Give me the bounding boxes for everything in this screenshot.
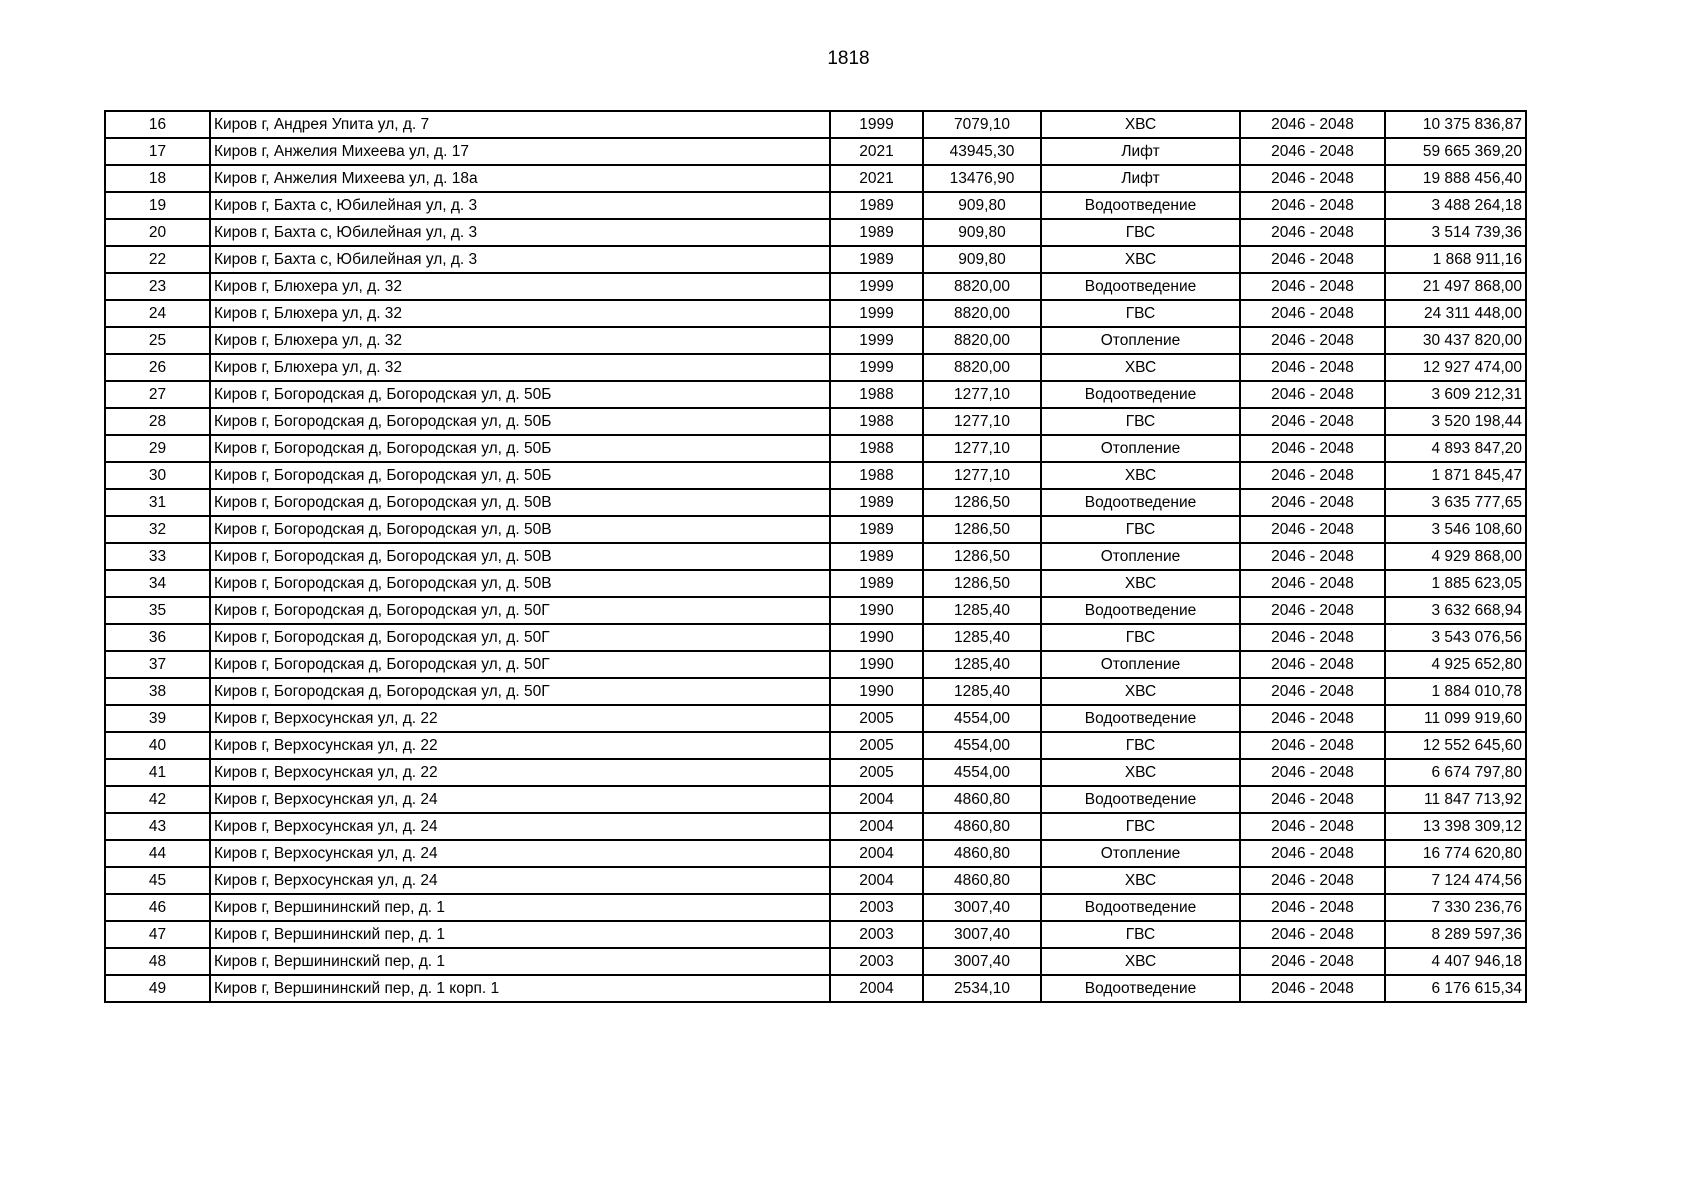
work-type-cell: ГВС	[1041, 516, 1240, 543]
cost-cell: 13 398 309,12	[1385, 813, 1526, 840]
table-row	[105, 192, 1526, 219]
table-row	[105, 273, 1526, 300]
row-number-cell: 34	[105, 570, 210, 597]
address-cell: Киров г, Богородская д, Богородская ул, д. 50В	[210, 489, 830, 516]
period-cell: 2046 - 2048	[1240, 894, 1385, 921]
cost-cell: 1 871 845,47	[1385, 462, 1526, 489]
period-cell: 2046 - 2048	[1240, 354, 1385, 381]
period-cell: 2046 - 2048	[1240, 111, 1385, 138]
table-row	[105, 813, 1526, 840]
work-type-cell: Водоотведение	[1041, 192, 1240, 219]
work-type-cell: Водоотведение	[1041, 597, 1240, 624]
year-cell: 2004	[830, 786, 923, 813]
year-cell: 1989	[830, 219, 923, 246]
work-type-cell: Водоотведение	[1041, 273, 1240, 300]
row-number-cell: 29	[105, 435, 210, 462]
period-cell: 2046 - 2048	[1240, 300, 1385, 327]
table-row	[105, 300, 1526, 327]
area-cell: 4860,80	[923, 786, 1041, 813]
year-cell: 2003	[830, 921, 923, 948]
row-number-cell: 16	[105, 111, 210, 138]
cost-cell: 7 124 474,56	[1385, 867, 1526, 894]
work-type-cell: ХВС	[1041, 759, 1240, 786]
row-number-cell: 42	[105, 786, 210, 813]
table-row	[105, 651, 1526, 678]
table-row	[105, 327, 1526, 354]
row-number-cell: 41	[105, 759, 210, 786]
area-cell: 909,80	[923, 246, 1041, 273]
period-cell: 2046 - 2048	[1240, 327, 1385, 354]
work-type-cell: ХВС	[1041, 678, 1240, 705]
cost-cell: 4 925 652,80	[1385, 651, 1526, 678]
area-cell: 909,80	[923, 219, 1041, 246]
address-cell: Киров г, Вершининский пер, д. 1 корп. 1	[210, 975, 830, 1002]
address-cell: Киров г, Вершининский пер, д. 1	[210, 948, 830, 975]
period-cell: 2046 - 2048	[1240, 597, 1385, 624]
period-cell: 2046 - 2048	[1240, 975, 1385, 1002]
area-cell: 8820,00	[923, 273, 1041, 300]
area-cell: 1277,10	[923, 435, 1041, 462]
area-cell: 1277,10	[923, 381, 1041, 408]
work-type-cell: ГВС	[1041, 921, 1240, 948]
address-cell: Киров г, Блюхера ул, д. 32	[210, 300, 830, 327]
cost-cell: 24 311 448,00	[1385, 300, 1526, 327]
row-number-cell: 39	[105, 705, 210, 732]
row-number-cell: 47	[105, 921, 210, 948]
year-cell: 1988	[830, 408, 923, 435]
work-type-cell: ХВС	[1041, 462, 1240, 489]
row-number-cell: 35	[105, 597, 210, 624]
area-cell: 1277,10	[923, 408, 1041, 435]
period-cell: 2046 - 2048	[1240, 678, 1385, 705]
period-cell: 2046 - 2048	[1240, 543, 1385, 570]
cost-cell: 6 176 615,34	[1385, 975, 1526, 1002]
row-number-cell: 22	[105, 246, 210, 273]
year-cell: 1999	[830, 327, 923, 354]
cost-cell: 11 099 919,60	[1385, 705, 1526, 732]
period-cell: 2046 - 2048	[1240, 651, 1385, 678]
cost-cell: 12 552 645,60	[1385, 732, 1526, 759]
table-row	[105, 489, 1526, 516]
table-row	[105, 705, 1526, 732]
table-row	[105, 786, 1526, 813]
year-cell: 1988	[830, 462, 923, 489]
area-cell: 1286,50	[923, 570, 1041, 597]
table-row	[105, 516, 1526, 543]
area-cell: 4554,00	[923, 705, 1041, 732]
cost-cell: 6 674 797,80	[1385, 759, 1526, 786]
area-cell: 1286,50	[923, 516, 1041, 543]
area-cell: 7079,10	[923, 111, 1041, 138]
period-cell: 2046 - 2048	[1240, 192, 1385, 219]
period-cell: 2046 - 2048	[1240, 246, 1385, 273]
work-type-cell: ХВС	[1041, 246, 1240, 273]
cost-cell: 10 375 836,87	[1385, 111, 1526, 138]
address-cell: Киров г, Богородская д, Богородская ул, д. 50В	[210, 516, 830, 543]
cost-cell: 12 927 474,00	[1385, 354, 1526, 381]
work-type-cell: Отопление	[1041, 327, 1240, 354]
cost-cell: 16 774 620,80	[1385, 840, 1526, 867]
cost-cell: 30 437 820,00	[1385, 327, 1526, 354]
cost-cell: 19 888 456,40	[1385, 165, 1526, 192]
table-row	[105, 975, 1526, 1002]
table-row	[105, 408, 1526, 435]
period-cell: 2046 - 2048	[1240, 381, 1385, 408]
cost-cell: 1 868 911,16	[1385, 246, 1526, 273]
address-cell: Киров г, Вершининский пер, д. 1	[210, 894, 830, 921]
work-type-cell: ГВС	[1041, 408, 1240, 435]
area-cell: 1286,50	[923, 543, 1041, 570]
row-number-cell: 23	[105, 273, 210, 300]
period-cell: 2046 - 2048	[1240, 489, 1385, 516]
year-cell: 1989	[830, 246, 923, 273]
work-type-cell: ХВС	[1041, 111, 1240, 138]
address-cell: Киров г, Вершининский пер, д. 1	[210, 921, 830, 948]
year-cell: 1988	[830, 381, 923, 408]
year-cell: 1999	[830, 111, 923, 138]
cost-cell: 4 407 946,18	[1385, 948, 1526, 975]
area-cell: 1286,50	[923, 489, 1041, 516]
page-number: 1818	[827, 48, 870, 69]
table-row	[105, 732, 1526, 759]
year-cell: 1989	[830, 516, 923, 543]
address-cell: Киров г, Верхосунская ул, д. 24	[210, 786, 830, 813]
address-cell: Киров г, Богородская д, Богородская ул, д. 50Б	[210, 435, 830, 462]
row-number-cell: 45	[105, 867, 210, 894]
cost-cell: 11 847 713,92	[1385, 786, 1526, 813]
cost-cell: 1 884 010,78	[1385, 678, 1526, 705]
year-cell: 1990	[830, 597, 923, 624]
address-cell: Киров г, Бахта с, Юбилейная ул, д. 3	[210, 246, 830, 273]
cost-cell: 3 632 668,94	[1385, 597, 1526, 624]
year-cell: 2004	[830, 867, 923, 894]
area-cell: 4860,80	[923, 813, 1041, 840]
address-cell: Киров г, Богородская д, Богородская ул, д. 50Г	[210, 624, 830, 651]
period-cell: 2046 - 2048	[1240, 435, 1385, 462]
work-type-cell: ГВС	[1041, 732, 1240, 759]
row-number-cell: 26	[105, 354, 210, 381]
work-type-cell: ХВС	[1041, 354, 1240, 381]
work-type-cell: Отопление	[1041, 840, 1240, 867]
table-row	[105, 165, 1526, 192]
year-cell: 1989	[830, 192, 923, 219]
work-type-cell: Водоотведение	[1041, 975, 1240, 1002]
address-cell: Киров г, Бахта с, Юбилейная ул, д. 3	[210, 219, 830, 246]
table-row	[105, 597, 1526, 624]
repair-schedule-table	[104, 110, 1527, 1003]
table-row	[105, 111, 1526, 138]
table-row	[105, 624, 1526, 651]
table-row	[105, 867, 1526, 894]
period-cell: 2046 - 2048	[1240, 732, 1385, 759]
row-number-cell: 31	[105, 489, 210, 516]
work-type-cell: Водоотведение	[1041, 786, 1240, 813]
year-cell: 1990	[830, 678, 923, 705]
year-cell: 2003	[830, 948, 923, 975]
work-type-cell: ГВС	[1041, 813, 1240, 840]
address-cell: Киров г, Богородская д, Богородская ул, д. 50Б	[210, 381, 830, 408]
period-cell: 2046 - 2048	[1240, 219, 1385, 246]
area-cell: 4554,00	[923, 732, 1041, 759]
area-cell: 13476,90	[923, 165, 1041, 192]
period-cell: 2046 - 2048	[1240, 840, 1385, 867]
row-number-cell: 38	[105, 678, 210, 705]
row-number-cell: 24	[105, 300, 210, 327]
table-row	[105, 759, 1526, 786]
row-number-cell: 27	[105, 381, 210, 408]
area-cell: 1285,40	[923, 597, 1041, 624]
area-cell: 8820,00	[923, 300, 1041, 327]
table-row	[105, 246, 1526, 273]
table-row	[105, 381, 1526, 408]
period-cell: 2046 - 2048	[1240, 921, 1385, 948]
year-cell: 1989	[830, 489, 923, 516]
year-cell: 2005	[830, 759, 923, 786]
year-cell: 2004	[830, 975, 923, 1002]
row-number-cell: 17	[105, 138, 210, 165]
table-row	[105, 462, 1526, 489]
cost-cell: 3 520 198,44	[1385, 408, 1526, 435]
row-number-cell: 43	[105, 813, 210, 840]
year-cell: 1988	[830, 435, 923, 462]
period-cell: 2046 - 2048	[1240, 570, 1385, 597]
work-type-cell: Лифт	[1041, 138, 1240, 165]
period-cell: 2046 - 2048	[1240, 273, 1385, 300]
row-number-cell: 30	[105, 462, 210, 489]
area-cell: 3007,40	[923, 948, 1041, 975]
row-number-cell: 32	[105, 516, 210, 543]
row-number-cell: 46	[105, 894, 210, 921]
address-cell: Киров г, Верхосунская ул, д. 22	[210, 705, 830, 732]
address-cell: Киров г, Блюхера ул, д. 32	[210, 354, 830, 381]
cost-cell: 21 497 868,00	[1385, 273, 1526, 300]
period-cell: 2046 - 2048	[1240, 408, 1385, 435]
year-cell: 2005	[830, 705, 923, 732]
table-row	[105, 354, 1526, 381]
work-type-cell: Водоотведение	[1041, 489, 1240, 516]
cost-cell: 3 635 777,65	[1385, 489, 1526, 516]
address-cell: Киров г, Верхосунская ул, д. 22	[210, 732, 830, 759]
address-cell: Киров г, Верхосунская ул, д. 24	[210, 840, 830, 867]
work-type-cell: ГВС	[1041, 624, 1240, 651]
period-cell: 2046 - 2048	[1240, 705, 1385, 732]
area-cell: 43945,30	[923, 138, 1041, 165]
cost-cell: 3 546 108,60	[1385, 516, 1526, 543]
area-cell: 8820,00	[923, 327, 1041, 354]
cost-cell: 3 488 264,18	[1385, 192, 1526, 219]
address-cell: Киров г, Богородская д, Богородская ул, д. 50Б	[210, 462, 830, 489]
cost-cell: 8 289 597,36	[1385, 921, 1526, 948]
work-type-cell: Отопление	[1041, 651, 1240, 678]
row-number-cell: 37	[105, 651, 210, 678]
cost-cell: 4 893 847,20	[1385, 435, 1526, 462]
row-number-cell: 25	[105, 327, 210, 354]
address-cell: Киров г, Анжелия Михеева ул, д. 17	[210, 138, 830, 165]
address-cell: Киров г, Богородская д, Богородская ул, д. 50Г	[210, 651, 830, 678]
area-cell: 909,80	[923, 192, 1041, 219]
period-cell: 2046 - 2048	[1240, 516, 1385, 543]
work-type-cell: ХВС	[1041, 570, 1240, 597]
year-cell: 1990	[830, 651, 923, 678]
row-number-cell: 36	[105, 624, 210, 651]
address-cell: Киров г, Анжелия Михеева ул, д. 18а	[210, 165, 830, 192]
cost-cell: 3 543 076,56	[1385, 624, 1526, 651]
period-cell: 2046 - 2048	[1240, 624, 1385, 651]
row-number-cell: 49	[105, 975, 210, 1002]
area-cell: 3007,40	[923, 921, 1041, 948]
year-cell: 1989	[830, 570, 923, 597]
work-type-cell: ХВС	[1041, 948, 1240, 975]
cost-cell: 59 665 369,20	[1385, 138, 1526, 165]
work-type-cell: Водоотведение	[1041, 705, 1240, 732]
address-cell: Киров г, Верхосунская ул, д. 24	[210, 813, 830, 840]
period-cell: 2046 - 2048	[1240, 786, 1385, 813]
table-row	[105, 138, 1526, 165]
work-type-cell: Отопление	[1041, 543, 1240, 570]
cost-cell: 3 514 739,36	[1385, 219, 1526, 246]
area-cell: 4860,80	[923, 840, 1041, 867]
cost-cell: 7 330 236,76	[1385, 894, 1526, 921]
table-row	[105, 219, 1526, 246]
address-cell: Киров г, Бахта с, Юбилейная ул, д. 3	[210, 192, 830, 219]
area-cell: 4860,80	[923, 867, 1041, 894]
row-number-cell: 20	[105, 219, 210, 246]
area-cell: 8820,00	[923, 354, 1041, 381]
year-cell: 1989	[830, 543, 923, 570]
period-cell: 2046 - 2048	[1240, 948, 1385, 975]
area-cell: 3007,40	[923, 894, 1041, 921]
period-cell: 2046 - 2048	[1240, 165, 1385, 192]
row-number-cell: 28	[105, 408, 210, 435]
row-number-cell: 44	[105, 840, 210, 867]
year-cell: 1999	[830, 273, 923, 300]
area-cell: 1285,40	[923, 678, 1041, 705]
table-row	[105, 543, 1526, 570]
work-type-cell: Водоотведение	[1041, 894, 1240, 921]
row-number-cell: 40	[105, 732, 210, 759]
address-cell: Киров г, Богородская д, Богородская ул, д. 50В	[210, 543, 830, 570]
address-cell: Киров г, Блюхера ул, д. 32	[210, 327, 830, 354]
address-cell: Киров г, Верхосунская ул, д. 24	[210, 867, 830, 894]
row-number-cell: 48	[105, 948, 210, 975]
work-type-cell: ХВС	[1041, 867, 1240, 894]
table-row	[105, 435, 1526, 462]
work-type-cell: ГВС	[1041, 300, 1240, 327]
period-cell: 2046 - 2048	[1240, 813, 1385, 840]
address-cell: Киров г, Богородская д, Богородская ул, д. 50Г	[210, 678, 830, 705]
year-cell: 2005	[830, 732, 923, 759]
address-cell: Киров г, Богородская д, Богородская ул, д. 50Г	[210, 597, 830, 624]
address-cell: Киров г, Андрея Упита ул, д. 7	[210, 111, 830, 138]
area-cell: 1285,40	[923, 624, 1041, 651]
cost-cell: 4 929 868,00	[1385, 543, 1526, 570]
area-cell: 1285,40	[923, 651, 1041, 678]
year-cell: 1999	[830, 300, 923, 327]
table-row	[105, 570, 1526, 597]
address-cell: Киров г, Богородская д, Богородская ул, д. 50Б	[210, 408, 830, 435]
period-cell: 2046 - 2048	[1240, 462, 1385, 489]
address-cell: Киров г, Богородская д, Богородская ул, д. 50В	[210, 570, 830, 597]
year-cell: 2003	[830, 894, 923, 921]
table-row	[105, 921, 1526, 948]
year-cell: 2021	[830, 165, 923, 192]
year-cell: 1990	[830, 624, 923, 651]
table-row	[105, 678, 1526, 705]
table-row	[105, 840, 1526, 867]
table-row	[105, 948, 1526, 975]
period-cell: 2046 - 2048	[1240, 867, 1385, 894]
row-number-cell: 33	[105, 543, 210, 570]
row-number-cell: 18	[105, 165, 210, 192]
table-row	[105, 894, 1526, 921]
area-cell: 1277,10	[923, 462, 1041, 489]
year-cell: 1999	[830, 354, 923, 381]
area-cell: 4554,00	[923, 759, 1041, 786]
area-cell: 2534,10	[923, 975, 1041, 1002]
cost-cell: 1 885 623,05	[1385, 570, 1526, 597]
row-number-cell: 19	[105, 192, 210, 219]
work-type-cell: Водоотведение	[1041, 381, 1240, 408]
cost-cell: 3 609 212,31	[1385, 381, 1526, 408]
period-cell: 2046 - 2048	[1240, 759, 1385, 786]
year-cell: 2004	[830, 840, 923, 867]
year-cell: 2004	[830, 813, 923, 840]
address-cell: Киров г, Блюхера ул, д. 32	[210, 273, 830, 300]
work-type-cell: ГВС	[1041, 219, 1240, 246]
year-cell: 2021	[830, 138, 923, 165]
address-cell: Киров г, Верхосунская ул, д. 22	[210, 759, 830, 786]
table-body	[105, 111, 1526, 1002]
work-type-cell: Лифт	[1041, 165, 1240, 192]
work-type-cell: Отопление	[1041, 435, 1240, 462]
period-cell: 2046 - 2048	[1240, 138, 1385, 165]
